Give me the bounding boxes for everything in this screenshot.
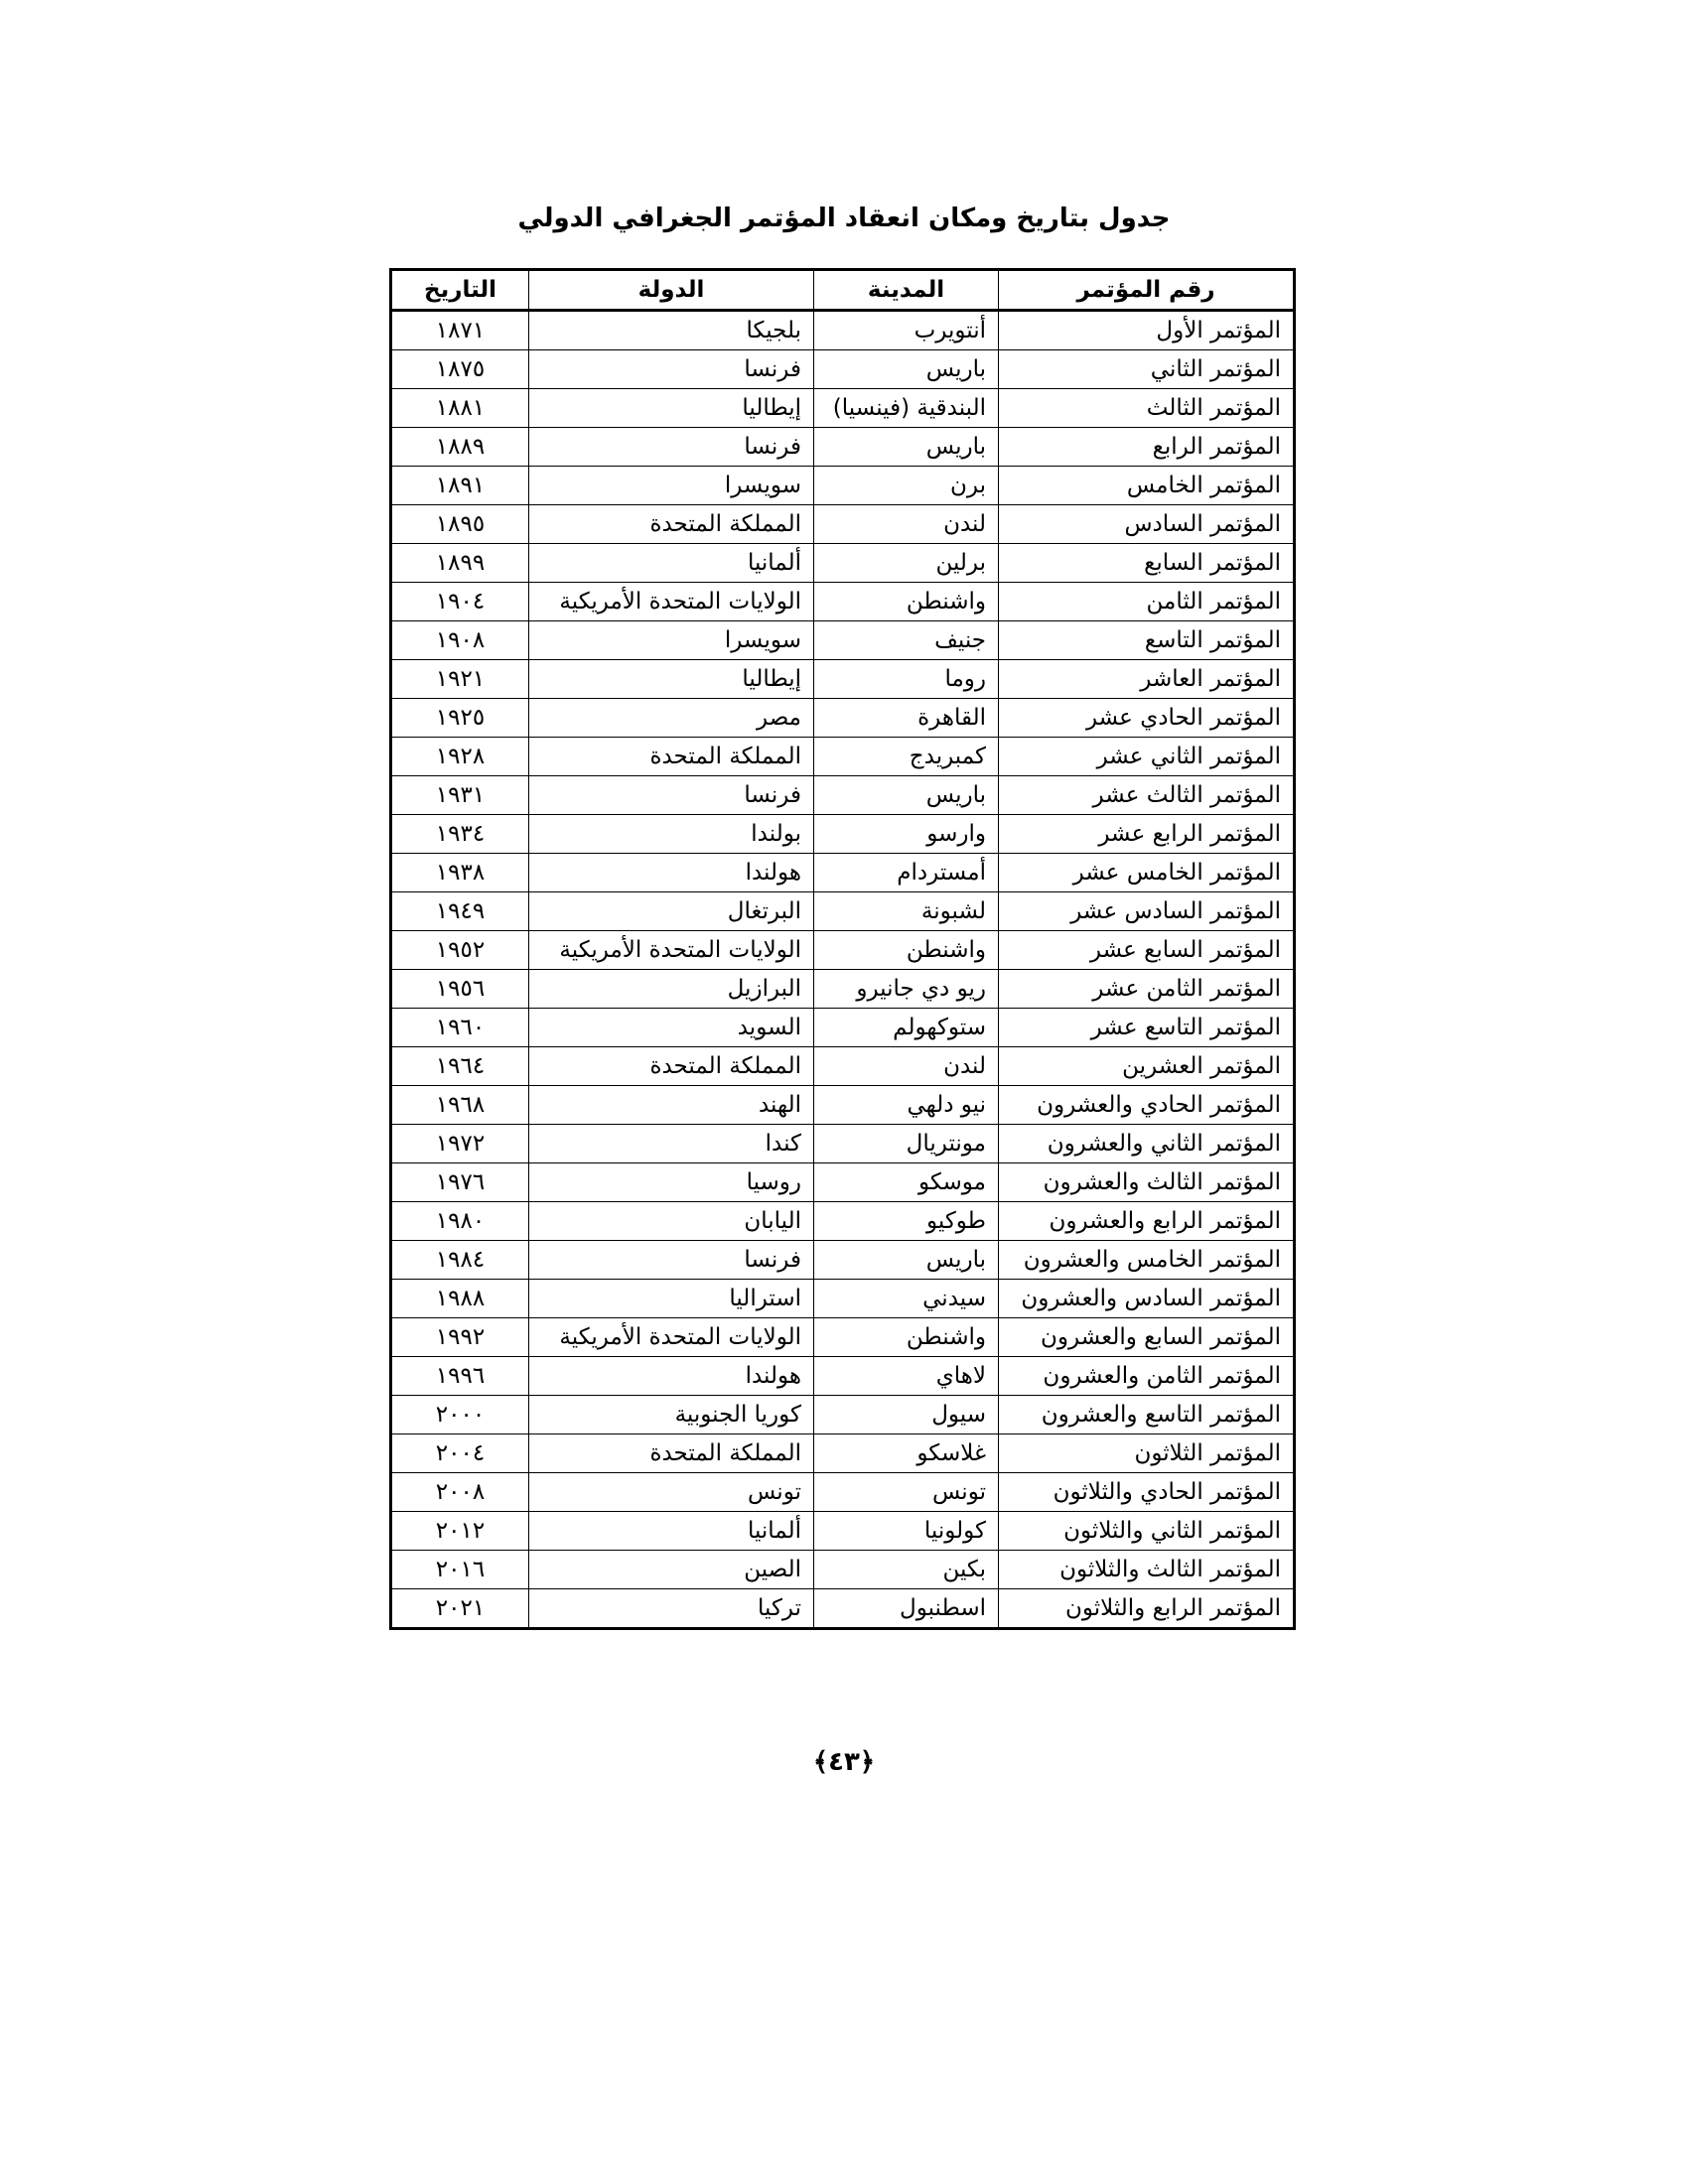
city-cell: سيول bbox=[814, 1396, 999, 1434]
city-cell: اسطنبول bbox=[814, 1589, 999, 1629]
congress-number-cell: المؤتمر الرابع عشر bbox=[999, 815, 1295, 854]
country-cell: إيطاليا bbox=[529, 389, 814, 428]
congress-number-cell: المؤتمر التاسع عشر bbox=[999, 1009, 1295, 1047]
congress-number-cell: المؤتمر الثاني bbox=[999, 350, 1295, 389]
city-cell: لندن bbox=[814, 1047, 999, 1086]
year-cell: ١٩٣٤ bbox=[391, 815, 529, 854]
year-cell: ١٩٢٨ bbox=[391, 738, 529, 776]
congress-number-cell: المؤتمر الرابع والثلاثون bbox=[999, 1589, 1295, 1629]
country-cell: الولايات المتحدة الأمريكية bbox=[529, 931, 814, 970]
table-row bbox=[391, 505, 1295, 544]
congress-number-cell: المؤتمر الثالث والعشرون bbox=[999, 1163, 1295, 1202]
country-cell: البرازيل bbox=[529, 970, 814, 1009]
year-cell: ١٨٨١ bbox=[391, 389, 529, 428]
city-cell: طوكيو bbox=[814, 1202, 999, 1241]
country-cell: الولايات المتحدة الأمريكية bbox=[529, 1318, 814, 1357]
city-cell: أنتويرب bbox=[814, 311, 999, 350]
city-cell: باريس bbox=[814, 1241, 999, 1280]
country-cell: سويسرا bbox=[529, 621, 814, 660]
congress-number-cell: المؤتمر السابع عشر bbox=[999, 931, 1295, 970]
congress-number-cell: المؤتمر العاشر bbox=[999, 660, 1295, 699]
country-cell: السويد bbox=[529, 1009, 814, 1047]
city-cell: موسكو bbox=[814, 1163, 999, 1202]
header-congress-number: رقم المؤتمر bbox=[999, 270, 1295, 311]
table-row bbox=[391, 699, 1295, 738]
country-cell: المملكة المتحدة bbox=[529, 1047, 814, 1086]
table-row bbox=[391, 1047, 1295, 1086]
table-row bbox=[391, 583, 1295, 621]
congress-number-cell: المؤتمر الحادي والثلاثون bbox=[999, 1473, 1295, 1512]
city-cell: غلاسكو bbox=[814, 1434, 999, 1473]
congress-number-cell: المؤتمر السابع bbox=[999, 544, 1295, 583]
city-cell: باريس bbox=[814, 350, 999, 389]
congress-number-cell: المؤتمر الرابع والعشرون bbox=[999, 1202, 1295, 1241]
year-cell: ١٨٧١ bbox=[391, 311, 529, 350]
year-cell: ٢٠٢١ bbox=[391, 1589, 529, 1629]
congress-number-cell: المؤتمر الثالث bbox=[999, 389, 1295, 428]
congress-number-cell: المؤتمر الثامن عشر bbox=[999, 970, 1295, 1009]
country-cell: تونس bbox=[529, 1473, 814, 1512]
year-cell: ٢٠٠٠ bbox=[391, 1396, 529, 1434]
table-row bbox=[391, 660, 1295, 699]
table-row bbox=[391, 815, 1295, 854]
congress-number-cell: المؤتمر السادس والعشرون bbox=[999, 1280, 1295, 1318]
table-row bbox=[391, 621, 1295, 660]
country-cell: كندا bbox=[529, 1125, 814, 1163]
table-row bbox=[391, 350, 1295, 389]
header-year: التاريخ bbox=[391, 270, 529, 311]
congress-number-cell: المؤتمر السادس bbox=[999, 505, 1295, 544]
country-cell: استراليا bbox=[529, 1280, 814, 1318]
congress-table bbox=[389, 268, 1296, 1630]
country-cell: فرنسا bbox=[529, 428, 814, 467]
table-row bbox=[391, 428, 1295, 467]
country-cell: سويسرا bbox=[529, 467, 814, 505]
congress-number-cell: المؤتمر السادس عشر bbox=[999, 892, 1295, 931]
country-cell: هولندا bbox=[529, 854, 814, 892]
year-cell: ١٩٠٤ bbox=[391, 583, 529, 621]
page-title: جدول بتاريخ ومكان انعقاد المؤتمر الجغرافي الدولي bbox=[517, 204, 1171, 233]
congress-number-cell: المؤتمر الثاني والعشرون bbox=[999, 1125, 1295, 1163]
city-cell: نيو دلهي bbox=[814, 1086, 999, 1125]
year-cell: ١٨٩١ bbox=[391, 467, 529, 505]
table-row bbox=[391, 1434, 1295, 1473]
city-cell: سيدني bbox=[814, 1280, 999, 1318]
country-cell: روسيا bbox=[529, 1163, 814, 1202]
table-row bbox=[391, 1202, 1295, 1241]
country-cell: اليابان bbox=[529, 1202, 814, 1241]
country-cell: المملكة المتحدة bbox=[529, 1434, 814, 1473]
congress-number-cell: المؤتمر الثامن والعشرون bbox=[999, 1357, 1295, 1396]
year-cell: ١٩٩٦ bbox=[391, 1357, 529, 1396]
congress-number-cell: المؤتمر الثامن bbox=[999, 583, 1295, 621]
city-cell: روما bbox=[814, 660, 999, 699]
city-cell: ستوكهولم bbox=[814, 1009, 999, 1047]
city-cell: وارسو bbox=[814, 815, 999, 854]
country-cell: بلجيكا bbox=[529, 311, 814, 350]
year-cell: ١٩٥٢ bbox=[391, 931, 529, 970]
year-cell: ٢٠٠٨ bbox=[391, 1473, 529, 1512]
table-row bbox=[391, 1512, 1295, 1551]
congress-number-cell: المؤتمر الثالث والثلاثون bbox=[999, 1551, 1295, 1589]
year-cell: ١٩٧٢ bbox=[391, 1125, 529, 1163]
table-row bbox=[391, 970, 1295, 1009]
table-row bbox=[391, 931, 1295, 970]
city-cell: بكين bbox=[814, 1551, 999, 1589]
country-cell: البرتغال bbox=[529, 892, 814, 931]
country-cell: الولايات المتحدة الأمريكية bbox=[529, 583, 814, 621]
year-cell: ١٩٣١ bbox=[391, 776, 529, 815]
table-row bbox=[391, 1396, 1295, 1434]
congress-number-cell: المؤتمر التاسع والعشرون bbox=[999, 1396, 1295, 1434]
table-row bbox=[391, 1086, 1295, 1125]
congress-number-cell: المؤتمر الرابع bbox=[999, 428, 1295, 467]
congress-number-cell: المؤتمر الخامس والعشرون bbox=[999, 1241, 1295, 1280]
city-cell: ريو دي جانيرو bbox=[814, 970, 999, 1009]
country-cell: بولندا bbox=[529, 815, 814, 854]
city-cell: كولونيا bbox=[814, 1512, 999, 1551]
congress-number-cell: المؤتمر الثاني والثلاثون bbox=[999, 1512, 1295, 1551]
header-city: المدينة bbox=[814, 270, 999, 311]
table-row bbox=[391, 892, 1295, 931]
country-cell: المملكة المتحدة bbox=[529, 505, 814, 544]
year-cell: ١٩٥٦ bbox=[391, 970, 529, 1009]
year-cell: ١٩٨٠ bbox=[391, 1202, 529, 1241]
congress-number-cell: المؤتمر الثالث عشر bbox=[999, 776, 1295, 815]
year-cell: ١٩٤٩ bbox=[391, 892, 529, 931]
table-row bbox=[391, 467, 1295, 505]
city-cell: واشنطن bbox=[814, 931, 999, 970]
year-cell: ١٩٢١ bbox=[391, 660, 529, 699]
table-row bbox=[391, 776, 1295, 815]
city-cell: لشبونة bbox=[814, 892, 999, 931]
year-cell: ١٩٠٨ bbox=[391, 621, 529, 660]
table-row bbox=[391, 544, 1295, 583]
city-cell: لاهاي bbox=[814, 1357, 999, 1396]
table-header-row bbox=[391, 270, 1295, 311]
congress-number-cell: المؤتمر الحادي عشر bbox=[999, 699, 1295, 738]
table-row bbox=[391, 854, 1295, 892]
country-cell: فرنسا bbox=[529, 350, 814, 389]
country-cell: هولندا bbox=[529, 1357, 814, 1396]
table-row bbox=[391, 311, 1295, 350]
country-cell: الهند bbox=[529, 1086, 814, 1125]
table-row bbox=[391, 1589, 1295, 1629]
table-row bbox=[391, 738, 1295, 776]
table-row bbox=[391, 1163, 1295, 1202]
page-number: ﴿٤٣﴾ bbox=[812, 1747, 876, 1777]
city-cell: كمبريدج bbox=[814, 738, 999, 776]
country-cell: المملكة المتحدة bbox=[529, 738, 814, 776]
year-cell: ٢٠١٢ bbox=[391, 1512, 529, 1551]
city-cell: مونتريال bbox=[814, 1125, 999, 1163]
year-cell: ١٩٦٠ bbox=[391, 1009, 529, 1047]
year-cell: ١٩٩٢ bbox=[391, 1318, 529, 1357]
city-cell: برن bbox=[814, 467, 999, 505]
country-cell: تركيا bbox=[529, 1589, 814, 1629]
country-cell: الصين bbox=[529, 1551, 814, 1589]
table-row bbox=[391, 389, 1295, 428]
table-row bbox=[391, 1241, 1295, 1280]
year-cell: ١٩٧٦ bbox=[391, 1163, 529, 1202]
year-cell: ١٩٢٥ bbox=[391, 699, 529, 738]
year-cell: ١٨٩٥ bbox=[391, 505, 529, 544]
year-cell: ١٨٨٩ bbox=[391, 428, 529, 467]
congress-number-cell: المؤتمر الحادي والعشرون bbox=[999, 1086, 1295, 1125]
table-row bbox=[391, 1473, 1295, 1512]
year-cell: ٢٠٠٤ bbox=[391, 1434, 529, 1473]
year-cell: ١٨٧٥ bbox=[391, 350, 529, 389]
country-cell: فرنسا bbox=[529, 776, 814, 815]
city-cell: برلين bbox=[814, 544, 999, 583]
country-cell: مصر bbox=[529, 699, 814, 738]
city-cell: البندقية (فينسيا) bbox=[814, 389, 999, 428]
city-cell: واشنطن bbox=[814, 1318, 999, 1357]
table-row bbox=[391, 1009, 1295, 1047]
country-cell: كوريا الجنوبية bbox=[529, 1396, 814, 1434]
year-cell: ١٨٩٩ bbox=[391, 544, 529, 583]
city-cell: واشنطن bbox=[814, 583, 999, 621]
congress-number-cell: المؤتمر الثلاثون bbox=[999, 1434, 1295, 1473]
city-cell: باريس bbox=[814, 776, 999, 815]
year-cell: ٢٠١٦ bbox=[391, 1551, 529, 1589]
congress-number-cell: المؤتمر السابع والعشرون bbox=[999, 1318, 1295, 1357]
congress-number-cell: المؤتمر الثاني عشر bbox=[999, 738, 1295, 776]
country-cell: إيطاليا bbox=[529, 660, 814, 699]
year-cell: ١٩٨٨ bbox=[391, 1280, 529, 1318]
congress-number-cell: المؤتمر الأول bbox=[999, 311, 1295, 350]
table-row bbox=[391, 1280, 1295, 1318]
city-cell: تونس bbox=[814, 1473, 999, 1512]
header-country: الدولة bbox=[529, 270, 814, 311]
year-cell: ١٩٨٤ bbox=[391, 1241, 529, 1280]
year-cell: ١٩٦٨ bbox=[391, 1086, 529, 1125]
congress-number-cell: المؤتمر العشرين bbox=[999, 1047, 1295, 1086]
congress-number-cell: المؤتمر التاسع bbox=[999, 621, 1295, 660]
table-row bbox=[391, 1357, 1295, 1396]
year-cell: ١٩٦٤ bbox=[391, 1047, 529, 1086]
city-cell: لندن bbox=[814, 505, 999, 544]
country-cell: ألمانيا bbox=[529, 544, 814, 583]
congress-number-cell: المؤتمر الخامس عشر bbox=[999, 854, 1295, 892]
country-cell: فرنسا bbox=[529, 1241, 814, 1280]
city-cell: باريس bbox=[814, 428, 999, 467]
city-cell: القاهرة bbox=[814, 699, 999, 738]
table-row bbox=[391, 1318, 1295, 1357]
table-body bbox=[391, 311, 1295, 1629]
country-cell: ألمانيا bbox=[529, 1512, 814, 1551]
city-cell: جنيف bbox=[814, 621, 999, 660]
year-cell: ١٩٣٨ bbox=[391, 854, 529, 892]
table-row bbox=[391, 1551, 1295, 1589]
table-row bbox=[391, 1125, 1295, 1163]
congress-number-cell: المؤتمر الخامس bbox=[999, 467, 1295, 505]
city-cell: أمستردام bbox=[814, 854, 999, 892]
